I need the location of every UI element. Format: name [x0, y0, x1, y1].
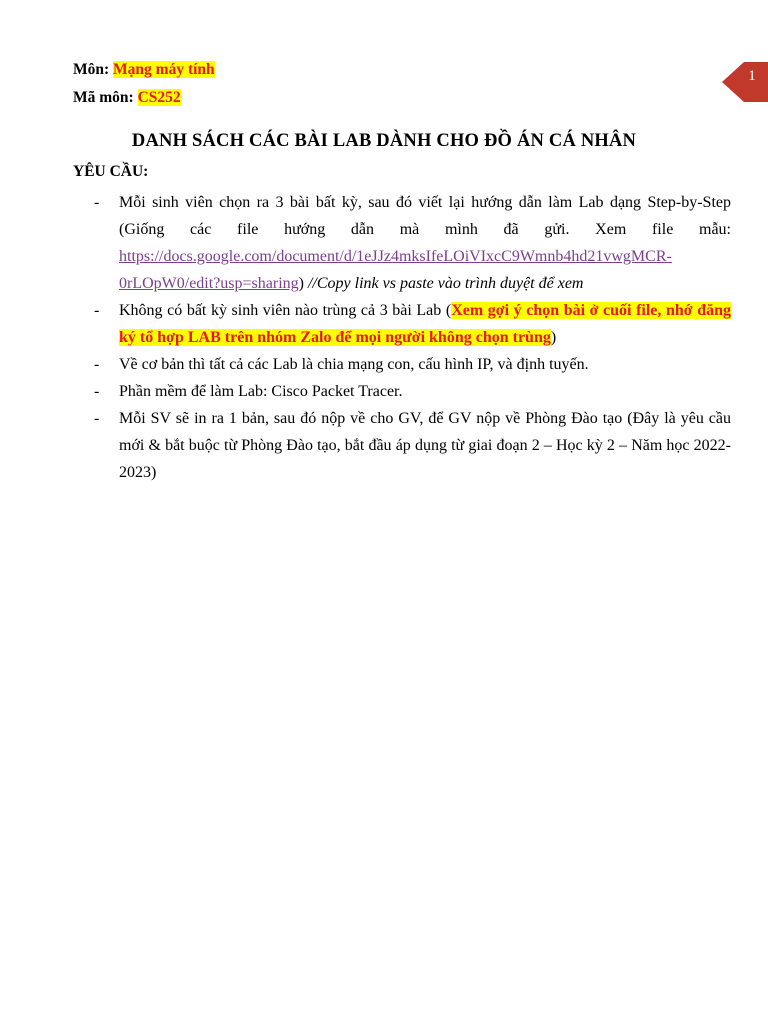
list-dash: -	[94, 194, 100, 211]
list-dash: -	[94, 410, 100, 427]
list-item	[94, 378, 731, 405]
course-code-line	[73, 89, 181, 107]
item1-text: Mỗi sinh viên chọn ra 3 bài bất kỳ, sau đó viết lại hướng dẫn làm Lab dạng Step-by-Step (Giống các file hướng dẫn mà mình đã gửi. Xem file mẫu:	[119, 194, 731, 238]
item2-close: )	[550, 329, 557, 346]
list-item-text: Về cơ bản thì tất cả các Lab là chia mạng con, cấu hình IP, và định tuyến.	[119, 356, 589, 373]
link-part-1: https://docs.google.com/document/d/1eJJz4mksIfeLOiVIxcC9Wmnb4hd21vwgMCR-	[119, 248, 672, 265]
list-item	[94, 351, 731, 378]
list-item-text: Phần mềm để làm Lab: Cisco Packet Tracer.	[119, 383, 403, 400]
list-item	[94, 405, 731, 486]
list-item-text	[119, 297, 731, 351]
item2-highlight: Xem gợi ý chọn bài ở cuối file, nhớ đăng ký tổ hợp LAB trên nhóm Zalo để mọi người không chọn trùng	[119, 302, 731, 346]
list-item-text: Mỗi SV sẽ in ra 1 bản, sau đó nộp về cho GV, để GV nộp về Phòng Đào tạo (Đây là yêu cầu mới & bắt buộc từ Phòng Đào tạo, bắt đầu áp dụng từ giai đoạn 2 – Học kỳ 2 – Năm học 2022-2023)	[119, 410, 731, 481]
subject-label: Môn:	[73, 61, 110, 78]
link-part-2: 0rLOpW0/edit?usp=sharing	[119, 275, 299, 292]
subject-line	[73, 61, 215, 79]
page-number: 1	[748, 68, 756, 84]
requirements-list	[94, 189, 731, 486]
item1-close: )	[298, 275, 308, 292]
list-dash: -	[94, 302, 100, 319]
list-item	[94, 189, 731, 297]
list-item	[94, 297, 731, 351]
requirements-heading: YÊU CẦU:	[73, 163, 149, 180]
copy-link-note: //Copy link vs paste vào trình duyệt để xem	[307, 275, 584, 292]
item2-text: Không có bất kỳ sinh viên nào trùng cả 3 bài Lab (	[119, 302, 452, 319]
document-title: DANH SÁCH CÁC BÀI LAB DÀNH CHO ĐỒ ÁN CÁ NHÂN	[131, 131, 637, 151]
course-code-label: Mã môn:	[73, 89, 134, 106]
list-item-text	[119, 189, 731, 297]
course-code-value: CS252	[137, 89, 181, 106]
list-dash: -	[94, 356, 100, 373]
page-number-badge	[722, 62, 768, 102]
list-dash: -	[94, 383, 100, 400]
subject-value: Mạng máy tính	[113, 61, 215, 78]
